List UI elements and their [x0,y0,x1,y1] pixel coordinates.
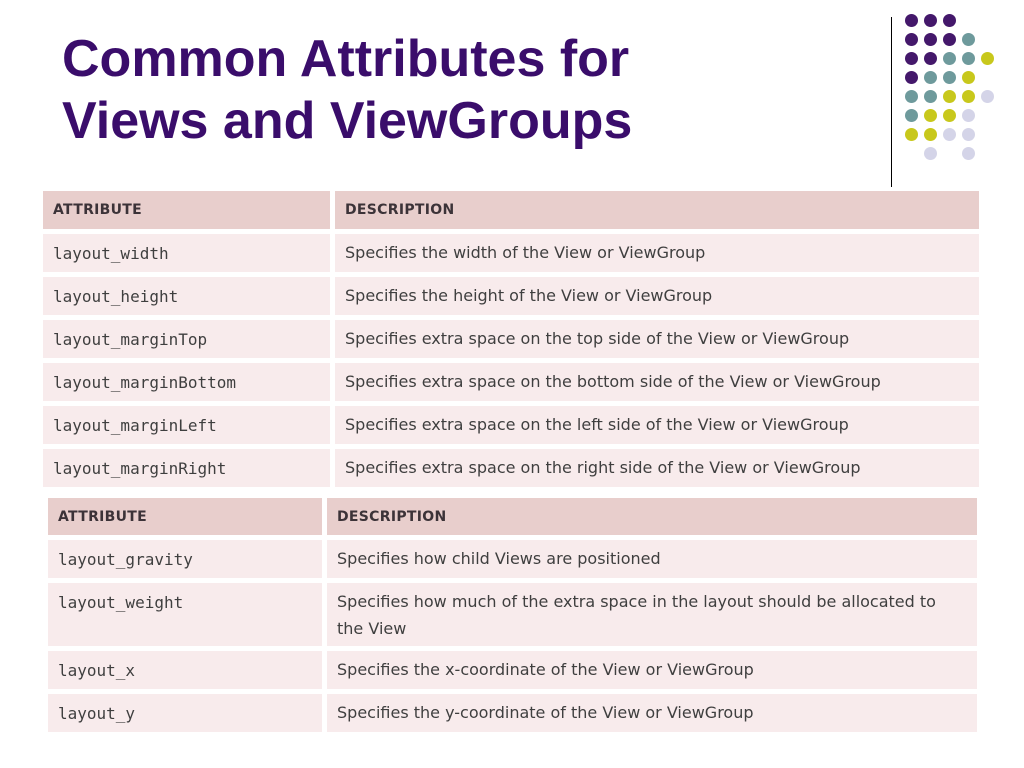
attribute-name-cell: layout_marginRight [43,449,330,487]
decorative-dot-grid [905,14,1015,164]
attribute-description-cell: Specifies extra space on the bottom side of the View or ViewGroup [335,363,979,401]
attribute-description-cell: Specifies how much of the extra space in the layout should be allocated to the View [327,583,977,646]
decorative-dot [943,33,956,46]
decorative-dot [924,147,937,160]
attribute-name-cell: layout_height [43,277,330,315]
decorative-dot [905,71,918,84]
table-row [48,540,977,578]
table-row [43,363,979,401]
decorative-dot [962,52,975,65]
attribute-name-cell: layout_marginTop [43,320,330,358]
title-line-2: Views and ViewGroups [62,92,633,150]
title-line-1: Common Attributes for [62,30,630,88]
attribute-description-cell: Specifies extra space on the top side of the View or ViewGroup [335,320,979,358]
decorative-dot [905,109,918,122]
decorative-dot [981,90,994,103]
decorative-dot [905,128,918,141]
decorative-dot [943,52,956,65]
description-column-header: DESCRIPTION [335,191,979,229]
decorative-dot [962,33,975,46]
decorative-dot [943,71,956,84]
attribute-description-cell: Specifies extra space on the left side of the View or ViewGroup [335,406,979,444]
table-header-row [48,498,977,535]
slide-title [62,28,632,152]
decorative-dot [962,71,975,84]
table-row [43,234,979,272]
table-row [43,406,979,444]
table-header-row [43,191,979,229]
attributes-table-1 [38,186,984,492]
decorative-dot [905,33,918,46]
attribute-column-header: ATTRIBUTE [43,191,330,229]
decorative-dot [905,14,918,27]
table-row [48,583,977,646]
decorative-dot [924,14,937,27]
attribute-name-cell: layout_y [48,694,322,732]
decorative-dot [943,109,956,122]
decorative-dot [943,90,956,103]
decorative-dot [962,109,975,122]
description-column-header: DESCRIPTION [327,498,977,535]
decorative-dot [943,14,956,27]
attribute-column-header: ATTRIBUTE [48,498,322,535]
attribute-name-cell: layout_x [48,651,322,689]
attribute-description-cell: Specifies the height of the View or ViewGroup [335,277,979,315]
attribute-name-cell: layout_gravity [48,540,322,578]
table-row [43,449,979,487]
decorative-dot [924,109,937,122]
decorative-divider [891,17,892,187]
attribute-name-cell: layout_marginBottom [43,363,330,401]
attribute-name-cell: layout_width [43,234,330,272]
table-row [48,651,977,689]
decorative-dot [924,52,937,65]
decorative-dot [962,90,975,103]
attribute-description-cell: Specifies the width of the View or ViewGroup [335,234,979,272]
decorative-dot [905,52,918,65]
decorative-dot [962,147,975,160]
attribute-description-cell: Specifies extra space on the right side of the View or ViewGroup [335,449,979,487]
decorative-dot [924,90,937,103]
decorative-dot [943,128,956,141]
decorative-dot [924,33,937,46]
table-row [43,277,979,315]
decorative-dot [962,128,975,141]
attribute-name-cell: layout_marginLeft [43,406,330,444]
attribute-name-cell: layout_weight [48,583,322,646]
decorative-dot [981,52,994,65]
attributes-table-2 [43,493,982,737]
decorative-dot [905,90,918,103]
table-row [43,320,979,358]
table-row [48,694,977,732]
attribute-description-cell: Specifies the y-coordinate of the View or ViewGroup [327,694,977,732]
attribute-description-cell: Specifies how child Views are positioned [327,540,977,578]
decorative-dot [924,128,937,141]
attribute-description-cell: Specifies the x-coordinate of the View or ViewGroup [327,651,977,689]
decorative-dot [924,71,937,84]
